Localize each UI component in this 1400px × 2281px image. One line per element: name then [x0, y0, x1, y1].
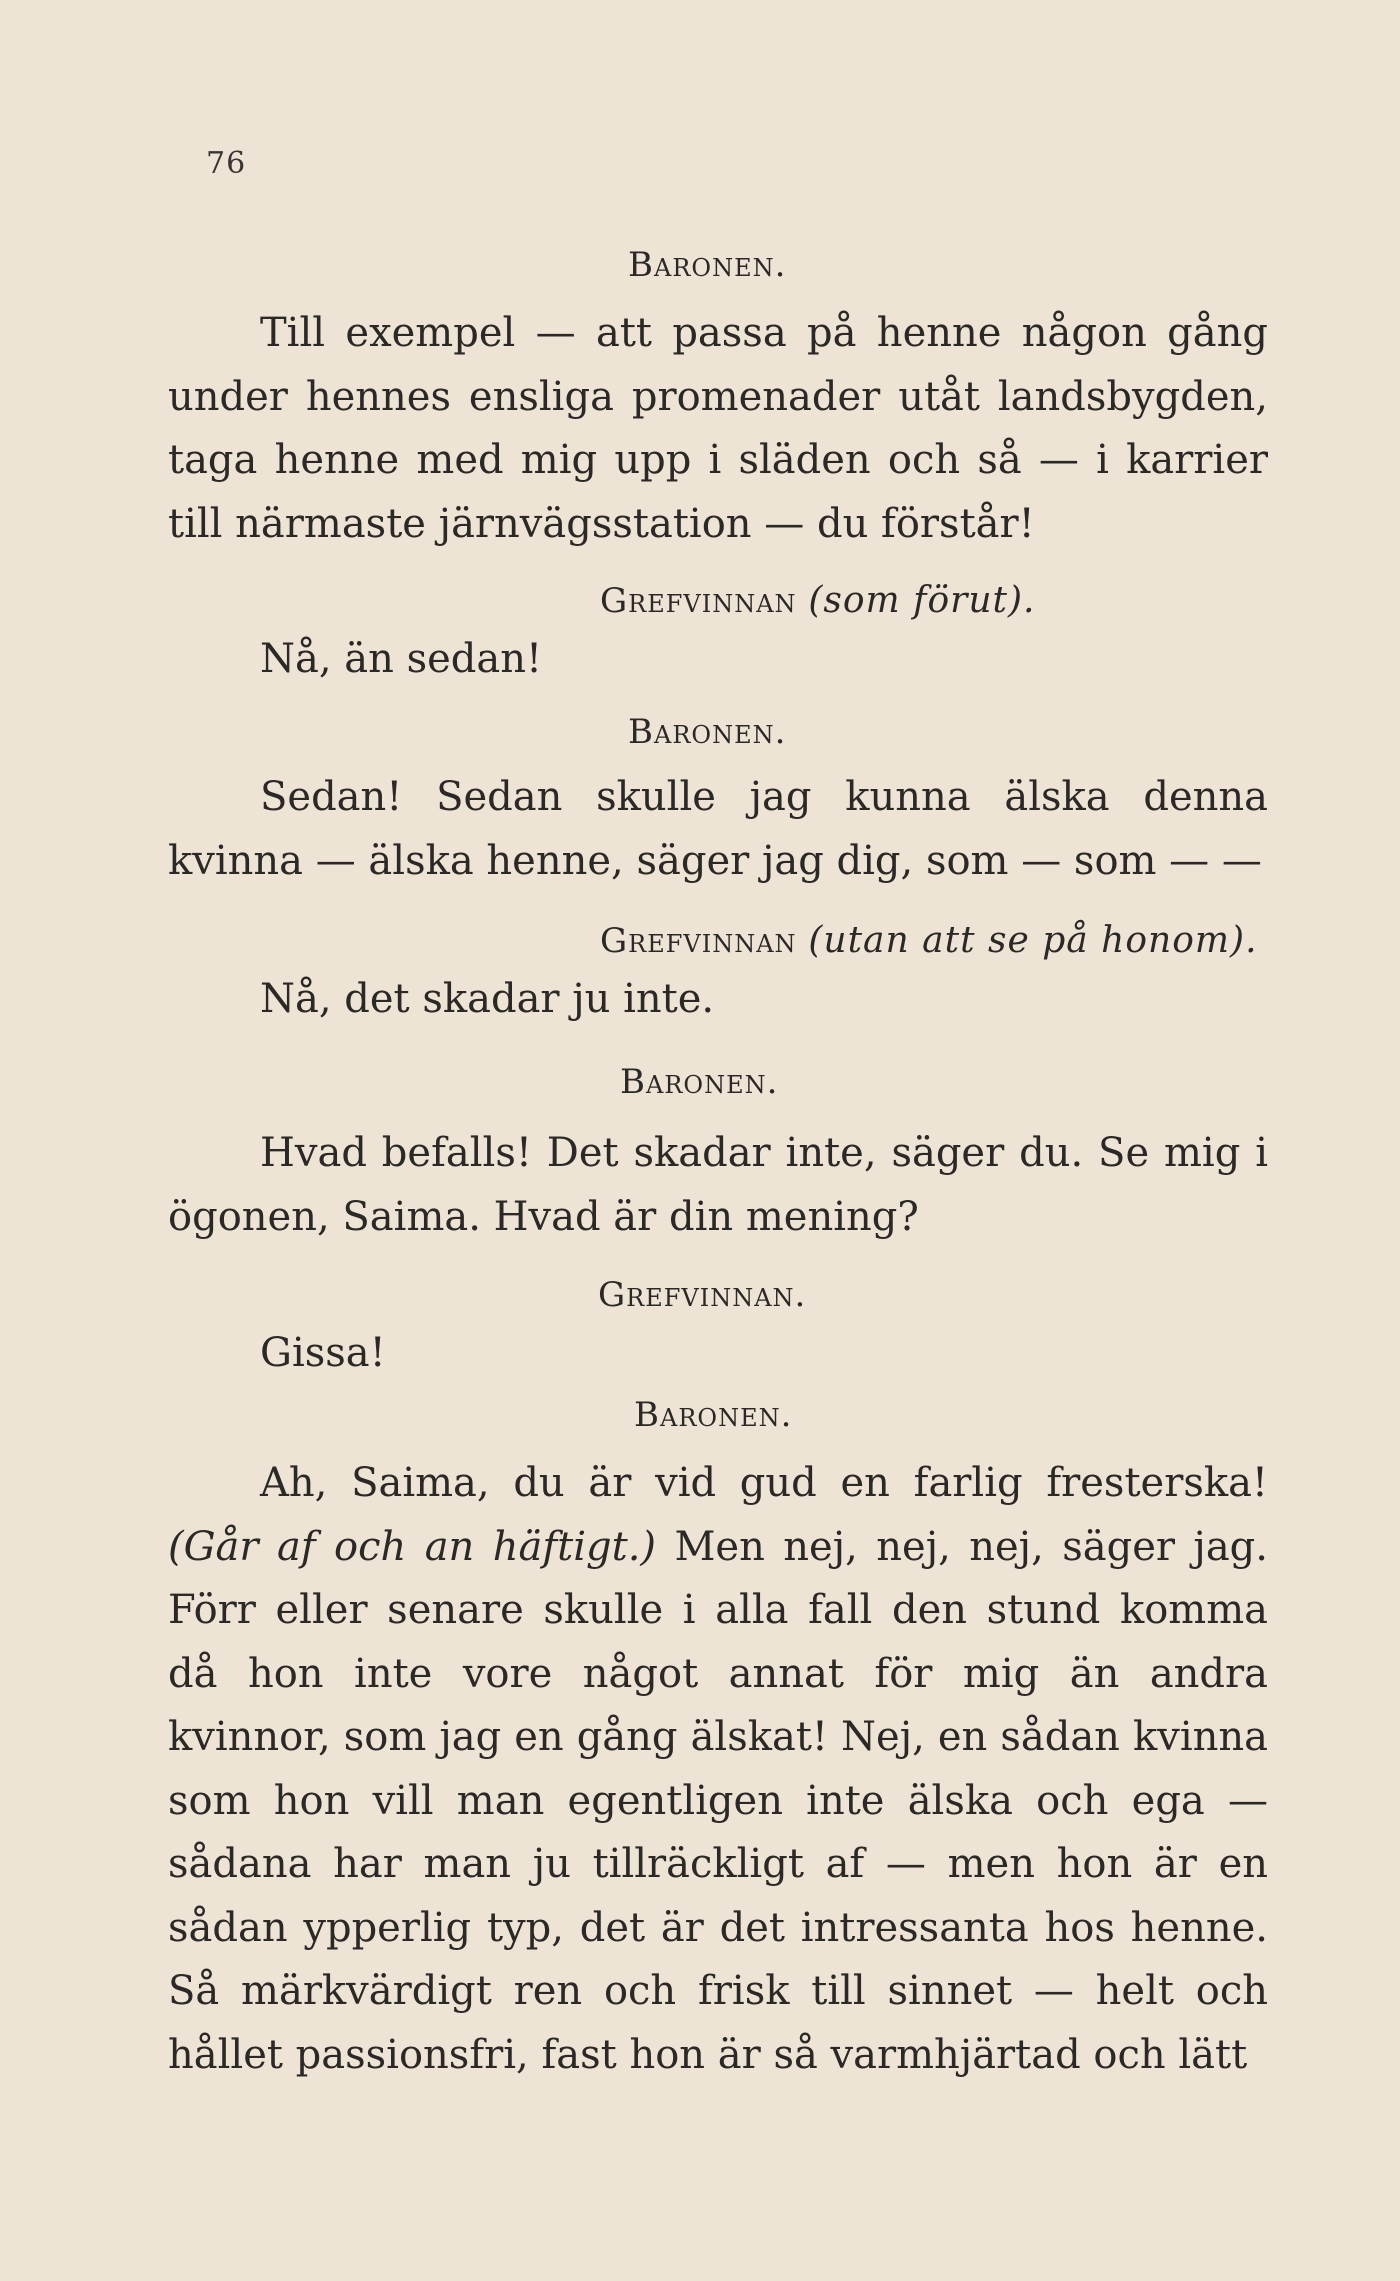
speaker-heading — [600, 580, 1035, 621]
dialogue-text: Till exempel — att passa på henne någon gång under hennes ensliga promenader utåt landsbygden, taga henne med mig upp i släden och så — i karrier till närmaste järnvägsstation — du förstår! — [168, 310, 1268, 547]
stage-direction: (utan att se på honom). — [808, 920, 1258, 961]
dialogue-paragraph — [168, 766, 1268, 893]
speaker-heading — [600, 920, 1258, 961]
speaker-heading: Baronen. — [620, 1062, 779, 1102]
dialogue-paragraph — [168, 1452, 1268, 2087]
dialogue-paragraph — [168, 302, 1268, 556]
speaker-heading: Baronen. — [628, 245, 787, 285]
dialogue-text: Gissa! — [260, 1330, 386, 1376]
dialogue-text: Nå, än sedan! — [260, 636, 543, 682]
speaker-heading: Grefvinnan. — [598, 1275, 807, 1315]
dialogue-text: Nå, det skadar ju inte. — [260, 976, 715, 1022]
page-number: 76 — [206, 146, 247, 181]
dialogue-text — [168, 1452, 1268, 2087]
dialogue-text: Hvad befalls! Det skadar inte, säger du. Se mig i ögonen, Saima. Hvad är din mening? — [168, 1130, 1268, 1240]
stage-direction: (som förut). — [808, 580, 1036, 621]
speaker-heading: Baronen. — [634, 1395, 793, 1435]
speaker-name: Grefvinnan — [600, 921, 797, 961]
speaker-name: Grefvinnan — [600, 581, 797, 621]
dialogue-text: Sedan! Sedan skulle jag kunna älska denna kvinna — älska henne, säger jag dig, som — som — — — [168, 774, 1268, 884]
dialogue-paragraph — [168, 1122, 1268, 1249]
stage-direction: (Går af och an häftigt.) — [168, 1523, 657, 1570]
dialogue-text-part: Men nej, nej, nej, säger jag. Förr eller senare skulle i alla fall den stund komma då hon inte vore något annat för mig än andra kvinnor, som jag en gång älskat! Nej, en sådan kvinna som hon vill man egentligen inte älska och ega — sådana har man ju tillräckligt af — men hon är en sådan ypperlig typ, det är det intressanta hos henne. Så märkvärdigt ren och frisk till sinnet — helt och hållet passionsfri, fast hon är så varmhjärtad och lätt — [168, 1523, 1268, 2078]
dialogue-text-part: Ah, Saima, du är vid gud en farlig fresterska! — [260, 1460, 1268, 1506]
speaker-heading: Baronen. — [628, 712, 787, 752]
